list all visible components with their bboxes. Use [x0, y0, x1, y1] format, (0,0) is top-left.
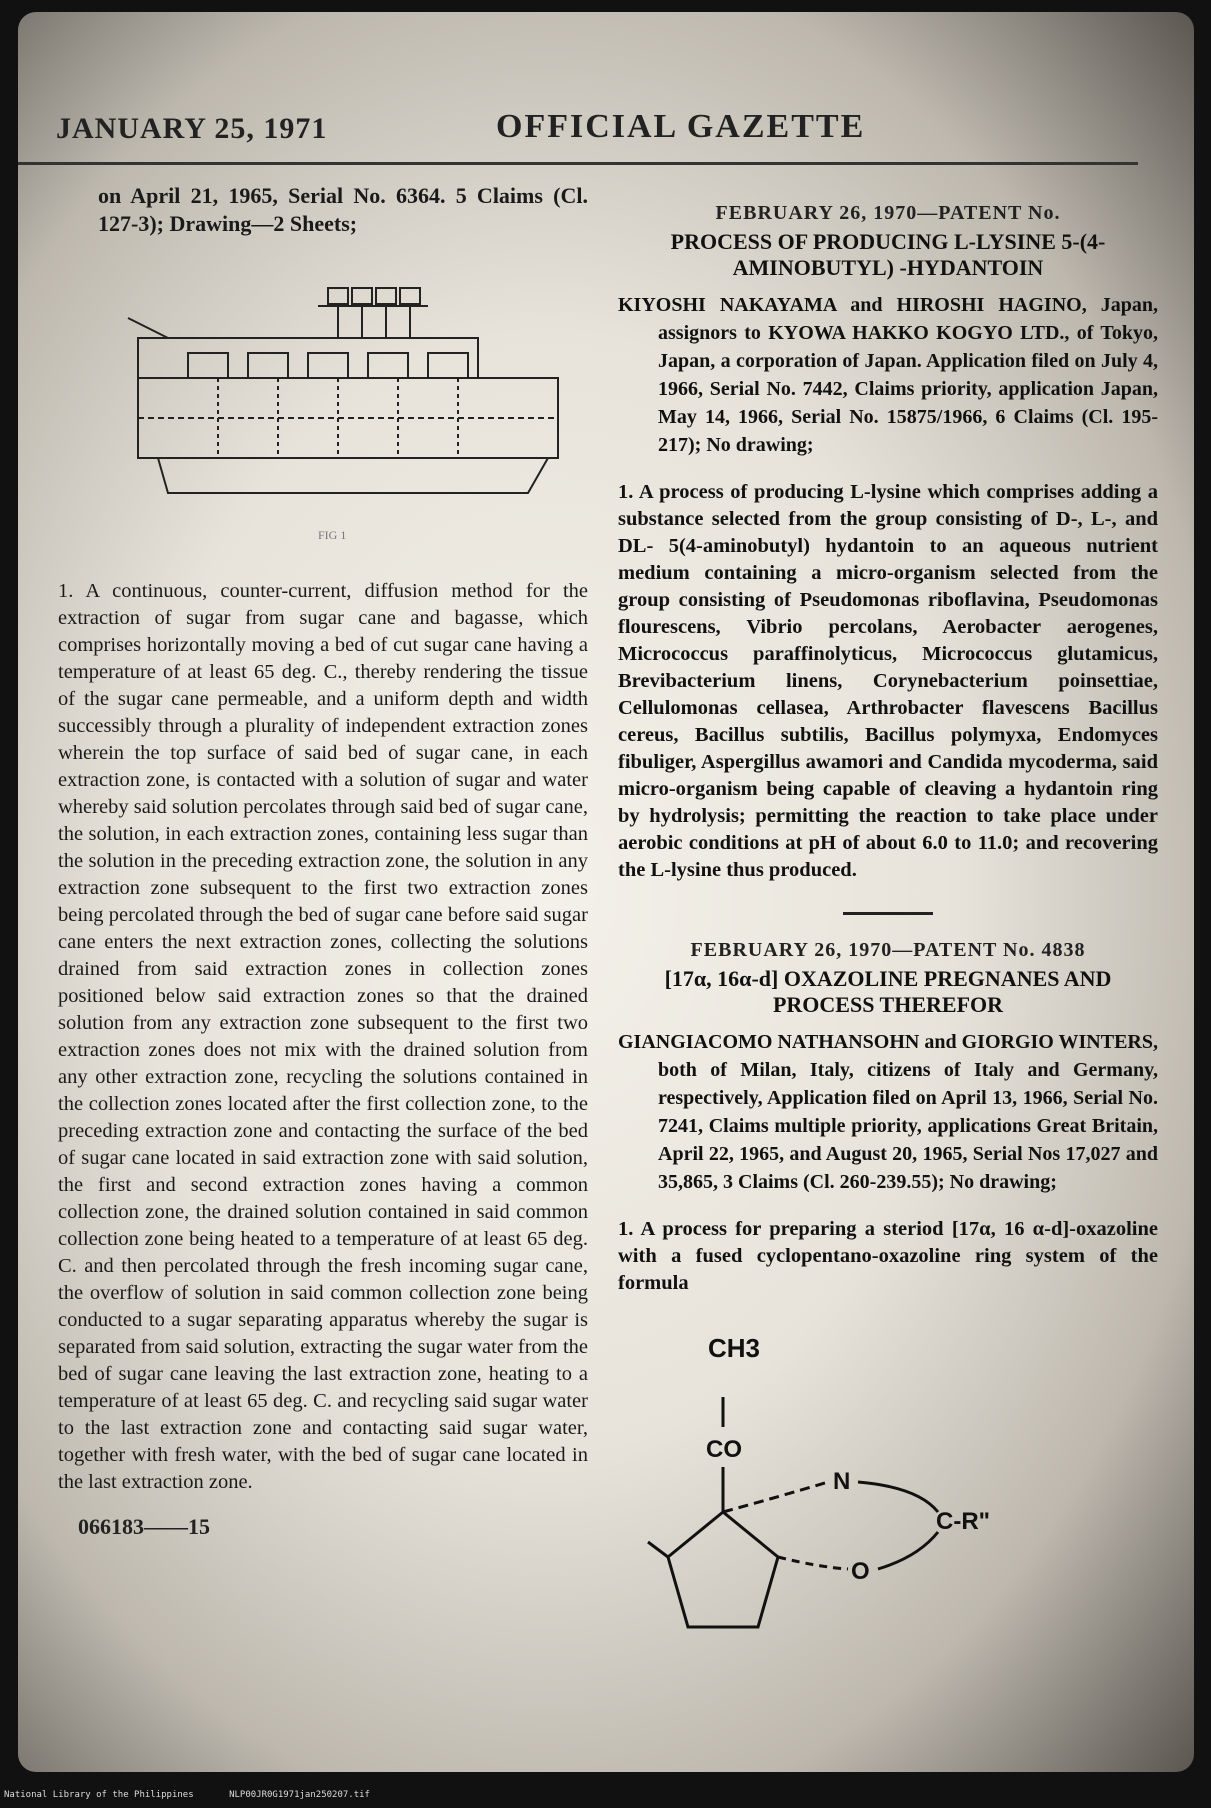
left-intro: on April 21, 1965, Serial No. 6364. 5 Claims (Cl. 127-3); Drawing—2 Sheets;	[98, 183, 588, 236]
page-stamp: 066183——15	[78, 1514, 210, 1539]
footer-file: NLP00JR0G1971jan250207.tif	[229, 1790, 370, 1800]
scan-footer	[0, 1790, 1211, 1808]
entry2-date: FEBRUARY 26, 1970—PATENT No. 4838	[690, 939, 1086, 961]
struct-o: O	[851, 1558, 870, 1585]
header-title: OFFICIAL GAZETTE	[496, 108, 866, 145]
left-column	[58, 182, 588, 1540]
apparatus-drawing	[108, 278, 578, 528]
gazette-page	[18, 12, 1194, 1772]
apparatus-figure	[108, 278, 578, 542]
left-claim: 1. A continuous, counter-current, diffusion method for the extraction of sugar from sugar cane and bagasse, which comprises horizontally moving a bed of cut sugar cane having a temperature of at least 65 deg. C., thereby rendering the tissue of the sugar cane permeable, and a uniform depth and width successibly through a plurality of independent extraction zones wherein the top surface of said bed of sugar cane, in each extraction zone, is contacted with a solution of sugar and water whereby said solution percolates through said bed of sugar cane, the solution, in each extraction zones, containing less sugar than the solution in the preceding extraction zone, the solution in any extraction zone subsequent to the first two extraction zones being percolated through the bed of sugar cane before said sugar cane enters the next extraction zones, collecting the solutions drained from said extraction zones in collection zones positioned below said extraction zones so that the drained solution from any extraction zone subsequent to the first two extraction zones does not mix with the drained solution from any other extraction zone, recycling the solutions contained in the collection zones located after the first collection zone, to the preceding extraction zone and contacting the surface of the bed of sugar cane located in said extraction zone with said solution, the first and second extraction zones having a common collection zone, the drained solution contained in said common collection zone being heated to a temperature of at least 65 deg. C. and then percolated through the fresh incoming sugar cane, the overflow of solution in said common collection zone being conducted to a sugar separating apparatus whereby the sugar is separated from said solution, extracting the sugar water from the bed of sugar cane leaving the last extraction zone, heating to a temperature of at least 65 deg. C. and recycling said sugar water to the last extraction zone and contacting said sugar water, together with fresh water, with the bed of sugar cane located in the last extraction zone.	[58, 580, 588, 1493]
header-date: JANUARY 25, 1971	[56, 112, 328, 145]
entry-divider	[843, 912, 933, 915]
header-rule	[18, 162, 1138, 165]
chemical-structure	[638, 1307, 1098, 1647]
entry1-claim: 1. A process of producing L-lysine which comprises adding a substance selected from the group consisting of D-, L-, and DL- 5(4-aminobutyl) hydantoin to an aqueous nutrient medium containing a micro-organism selected from the group consisting of Pseudomonas riboflavina, Pseudomonas flourescens, Vibrio percolans, Aerobacter aerogenes, Micrococcus paraffinolyticus, Micrococcus glutamicus, Brevibacterium linens, Corynebacterium poinsettiae, Cellulomonas cellasea, Arthrobacter flavescens Bacillus cereus, Bacillus subtilis, Bacillus polymyxa, Endomyces fibuliger, Aspergillus awamori and Candida mycoderma, said micro-organism being capable of cleaving a hydantoin ring by hydrolysis; permitting the reaction to take place under aerobic conditions at pH of about 6.0 to 11.0; and recovering the L-lysine thus produced.	[618, 481, 1158, 881]
entry2-title: [17α, 16α-d] OXAZOLINE PREGNANES AND PROCESS THEREFOR	[664, 966, 1112, 1017]
entry1-authors: KIYOSHI NAKAYAMA and HIROSHI HAGINO, Japan, assignors to KYOWA HAKKO KOGYO LTD., of Tokyo, Japan, a corporation of Japan. Application filed on July 4, 1966, Serial No. 7442, Claims priority, application Japan, May 14, 1966, Serial No. 15875/1966, 6 Claims (Cl. 195-217); No drawing;	[618, 294, 1158, 456]
struct-cr: C-R"	[936, 1508, 991, 1535]
entry2-authors: GIANGIACOMO NATHANSOHN and GIORGIO WINTERS, both of Milan, Italy, citizens of Italy and Germany, respectively, Application filed on April 13, 1966, Serial No. 7241, Claims multiple priority, applications Great Britain, April 22, 1965, and August 20, 1965, Serial Nos 17,027 and 35,865, 3 Claims (Cl. 260-239.55); No drawing;	[618, 1031, 1158, 1193]
figure-caption: FIG 1	[318, 528, 347, 542]
struct-ch3: CH3	[708, 1333, 761, 1363]
struct-n: N	[833, 1468, 851, 1495]
entry1-date: FEBRUARY 26, 1970—PATENT No.	[715, 202, 1061, 224]
right-column	[618, 202, 1158, 1647]
entry1-title: PROCESS OF PRODUCING L-LYSINE 5-(4-AMINOBUTYL) -HYDANTOIN	[670, 229, 1106, 280]
footer-source: National Library of the Philippines	[4, 1790, 194, 1800]
entry2-claim: 1. A process for preparing a steriod [17α, 16 α-d]-oxazoline with a fused cyclopentano-oxazoline ring system of the formula	[618, 1218, 1158, 1294]
struct-co: CO	[706, 1436, 742, 1463]
page-header	[56, 102, 1176, 162]
